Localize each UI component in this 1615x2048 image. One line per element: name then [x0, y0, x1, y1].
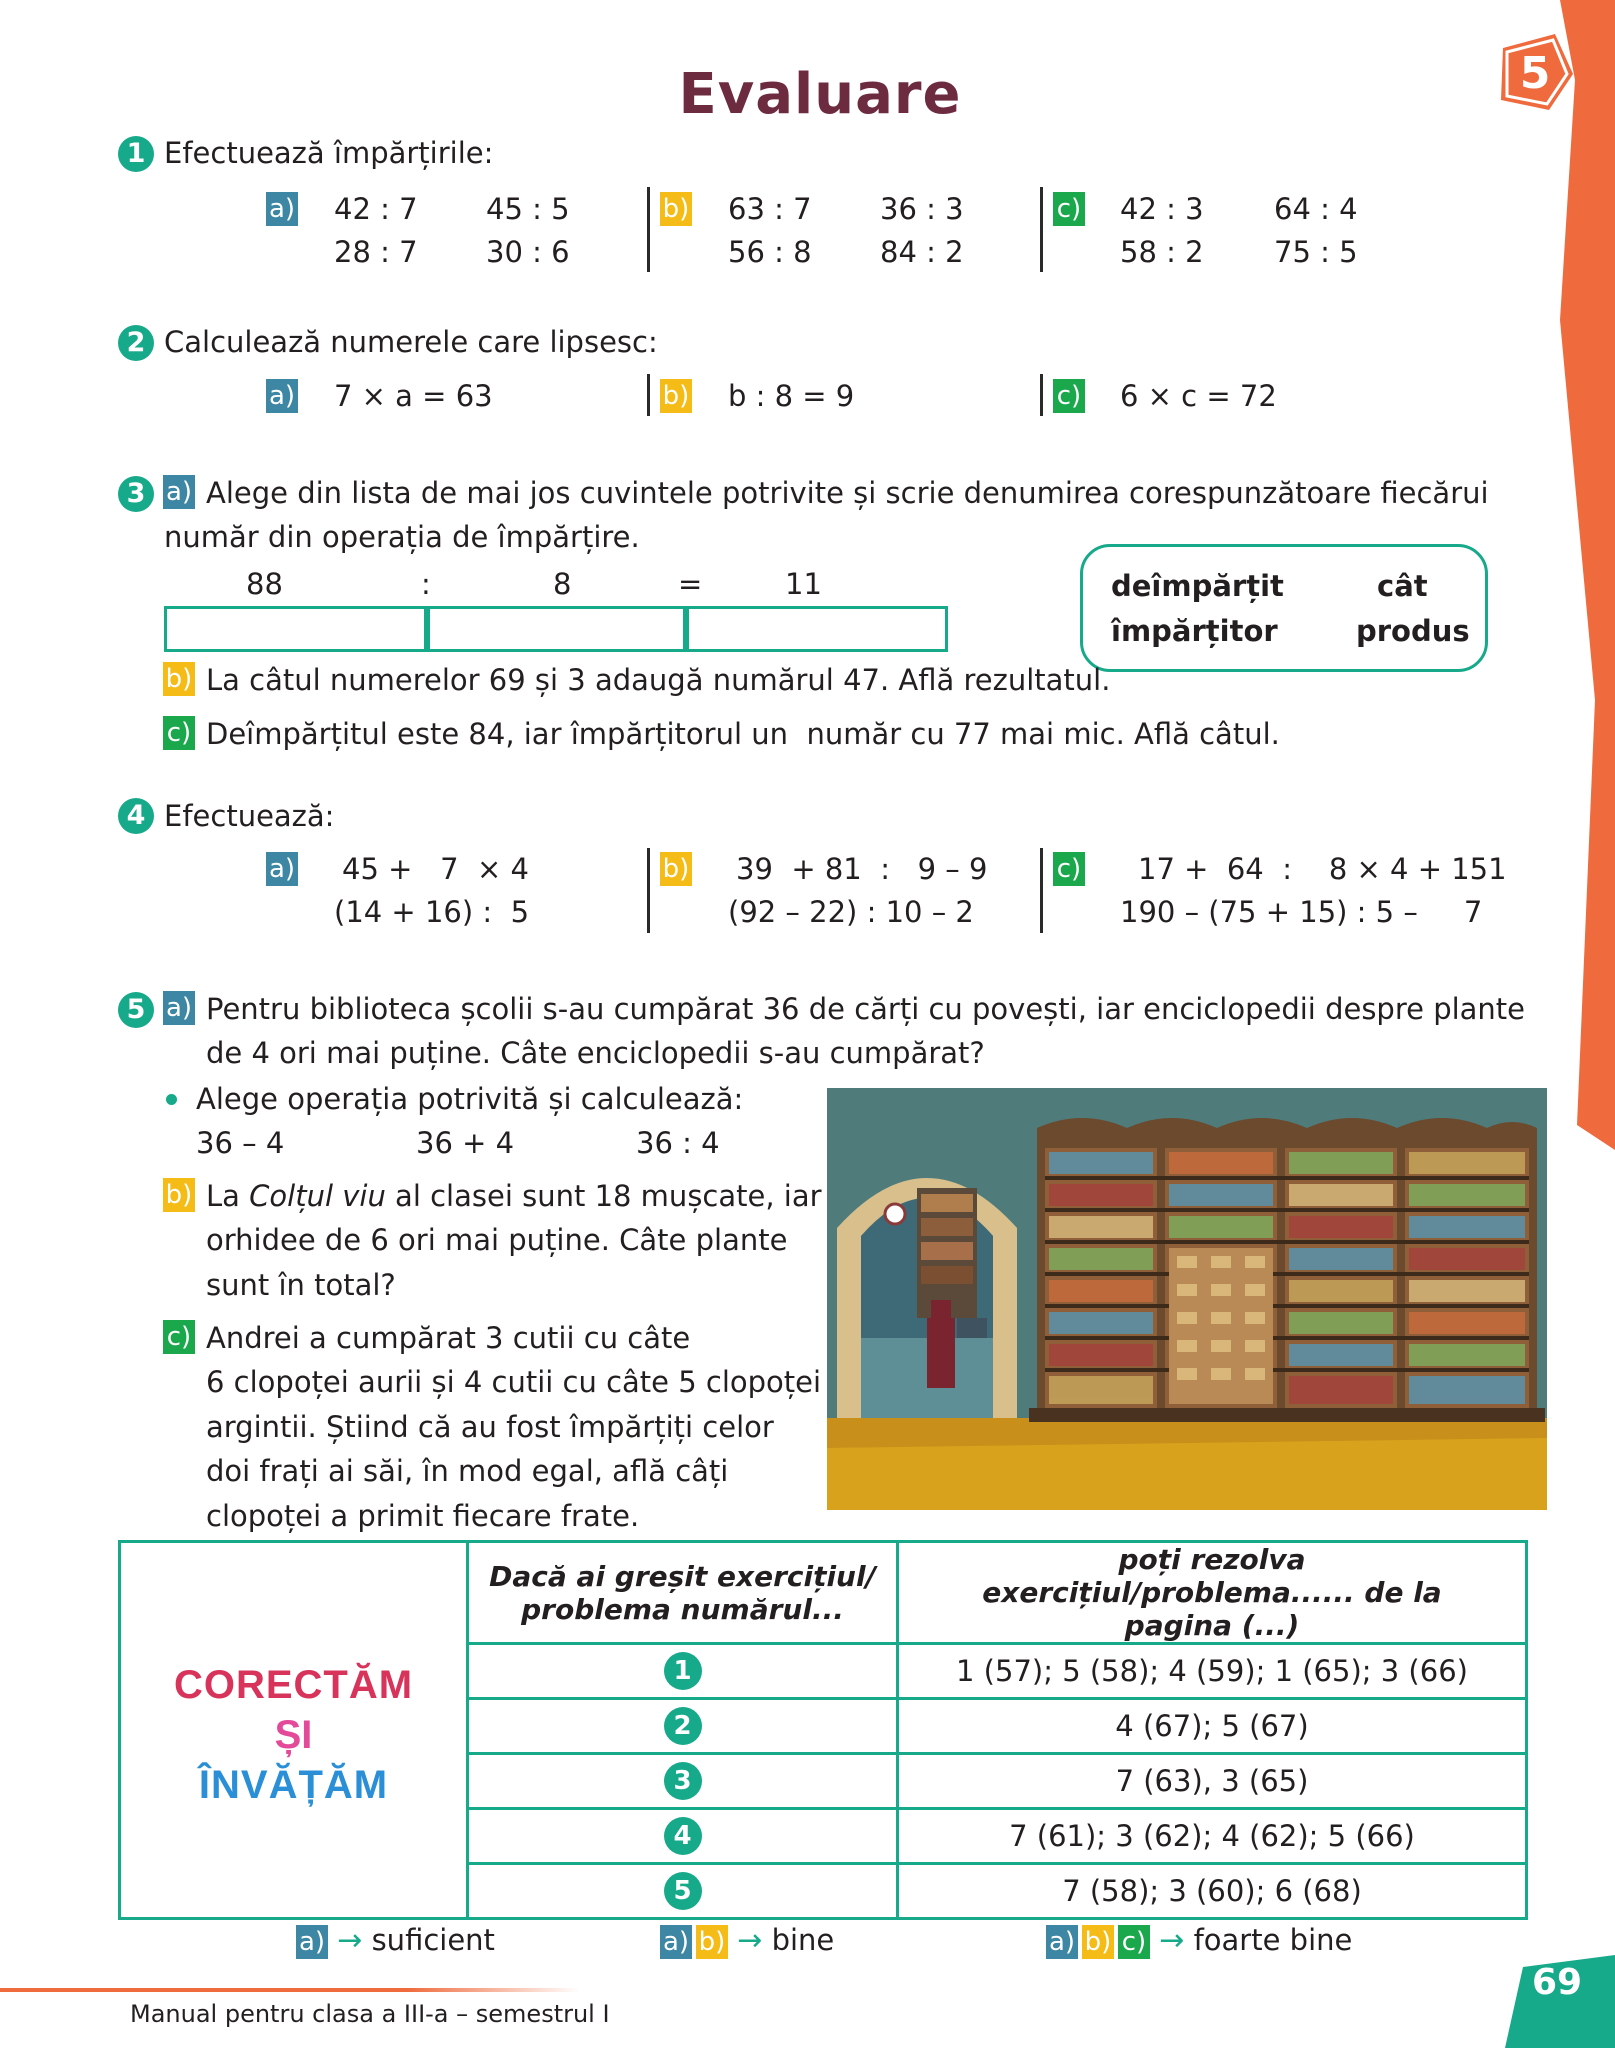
ex1-a-4: 30 : 6 [486, 235, 570, 269]
logo-line-3: ÎNVĂȚĂM [198, 1763, 389, 1807]
exercise-1-instruction: Efectuează împărțirile: [164, 136, 494, 170]
exercise-number-1: 1 [118, 136, 154, 172]
logo-line-1: CORECTĂM [173, 1663, 414, 1707]
ex3-b-text: La câtul numerelor 69 și 3 adaugă numărul 47. Află rezultatul. [206, 663, 1111, 697]
ex2-c: 6 × c = 72 [1120, 379, 1277, 413]
ex5-c-text-4: doi frați ai săi, în mod egal, află câți [206, 1454, 729, 1488]
exercise-number-2: 2 [118, 325, 154, 361]
row-pages: 7 (58); 3 (60); 6 (68) [898, 1864, 1527, 1919]
ex5-c-text-2: 6 clopoței aurii și 4 cutii cu câte 5 clopoței [206, 1365, 822, 1399]
ex1-c-3: 58 : 2 [1120, 235, 1204, 269]
bullet-dot [166, 1094, 177, 1105]
tag-c: c) [1118, 1925, 1150, 1959]
option-1: 36 – 4 [196, 1126, 285, 1160]
ex5-c-text-1: Andrei a cumpărat 3 cutii cu câte [206, 1321, 691, 1355]
legend-very-good [1046, 1923, 1352, 1959]
ex1-c-1: 42 : 3 [1120, 192, 1204, 226]
ex2-a: 7 × a = 63 [334, 379, 493, 413]
answer-box-2[interactable] [424, 606, 689, 652]
exercise-number-5: 5 [118, 992, 154, 1028]
ex1-c-4: 75 : 5 [1274, 235, 1358, 269]
divider [647, 187, 650, 272]
footer-text: Manual pentru clasa a III-a – semestrul I [130, 2000, 610, 2028]
logo-line-2: ȘI [274, 1713, 313, 1757]
row-pages: 1 (57); 5 (58); 4 (59); 1 (65); 3 (66) [898, 1644, 1527, 1699]
ex5-b-text-2: orhidee de 6 ori mai puține. Câte plante [206, 1223, 788, 1257]
operation-sign: : [421, 567, 431, 601]
divider [1040, 187, 1043, 272]
tag-c: c) [163, 716, 195, 750]
divider [1040, 848, 1043, 933]
tag-a: a) [660, 1925, 692, 1959]
legend-very-good-label: foarte bine [1193, 1923, 1353, 1957]
operation-quotient: 11 [785, 567, 822, 601]
review-table [118, 1540, 1528, 1920]
legend-good-label: bine [771, 1923, 835, 1957]
review-logo-cell [120, 1542, 468, 1919]
tag-a: a) [266, 852, 298, 886]
ex5-a-text-1: Pentru biblioteca școlii s-au cumpărat 36 de cărți cu povești, iar enciclopedii despre plante [206, 992, 1526, 1026]
tag-c: c) [163, 1320, 195, 1354]
side-decoration [1515, 0, 1615, 2048]
tag-b: b) [696, 1925, 728, 1959]
ex4-c-1: 17 + 64 : 8 × 4 + 151 [1138, 852, 1507, 886]
tag-b: b) [163, 1178, 195, 1212]
ex4-c-2: 190 – (75 + 15) : 5 – 7 [1120, 895, 1483, 929]
exercise-2-instruction: Calculează numerele care lipsesc: [164, 325, 658, 359]
corectam-logo [121, 1660, 466, 1810]
ex1-b-3: 56 : 8 [728, 235, 812, 269]
operation-equals: = [678, 567, 703, 601]
option-3: 36 : 4 [636, 1126, 720, 1160]
ex3-c-text: Deîmpărțitul este 84, iar împărțitorul un număr cu 77 mai mic. Află câtul. [206, 717, 1280, 751]
ex5-a-text-2: de 4 ori mai puține. Câte enciclopedii s-au cumpărat? [206, 1036, 985, 1070]
answer-box-3[interactable] [683, 606, 948, 652]
ex3-a-text-2: număr din operația de împărțire. [164, 520, 640, 554]
row-number: 2 [664, 1707, 702, 1745]
ex1-a-1: 42 : 7 [334, 192, 418, 226]
exercise-number-3: 3 [118, 476, 154, 512]
header-pages: poți rezolva exercițiul/problema...... de la pagina (...) [898, 1542, 1527, 1644]
exercise-number-4: 4 [118, 798, 154, 834]
row-pages: 4 (67); 5 (67) [898, 1699, 1527, 1754]
ex4-b-2: (92 – 22) : 10 – 2 [728, 895, 974, 929]
tag-a: a) [296, 1925, 328, 1959]
ex1-c-2: 64 : 4 [1274, 192, 1358, 226]
row-number: 1 [664, 1652, 702, 1690]
tag-c: c) [1053, 852, 1085, 886]
word-impartitor: împărțitor [1111, 614, 1278, 648]
unit-number: 5 [1519, 48, 1551, 99]
page-title: Evaluare [678, 62, 962, 127]
arrow-right-icon: → [737, 1923, 763, 1958]
library-illustration [827, 1088, 1547, 1510]
tag-b: b) [163, 662, 195, 696]
ex5-b-text-1 [206, 1179, 822, 1213]
row-number: 3 [664, 1762, 702, 1800]
ex4-a-2: (14 + 16) : 5 [334, 895, 530, 929]
operation-divisor: 8 [553, 567, 572, 601]
tag-a: a) [266, 379, 298, 413]
legend-sufficient [296, 1923, 495, 1959]
tag-b: b) [660, 379, 692, 413]
page-number: 69 [1531, 1962, 1583, 2003]
ex1-a-2: 45 : 5 [486, 192, 570, 226]
ex1-a-3: 28 : 7 [334, 235, 418, 269]
row-number: 5 [664, 1872, 702, 1910]
ex5-b-text-3: sunt în total? [206, 1268, 396, 1302]
tag-b: b) [1082, 1925, 1114, 1959]
tag-b: b) [660, 192, 692, 226]
tag-a: a) [163, 475, 195, 509]
row-number: 4 [664, 1817, 702, 1855]
ex1-b-1: 63 : 7 [728, 192, 812, 226]
ex5-c-text-3: argintii. Știind că au fost împărțiți celor [206, 1410, 774, 1444]
tag-c: c) [1053, 379, 1085, 413]
legend-sufficient-label: suficient [371, 1923, 495, 1957]
option-2: 36 + 4 [416, 1126, 515, 1160]
tag-a: a) [1046, 1925, 1078, 1959]
header-wrong-exercise: Dacă ai greșit exercițiul/ problema numărul... [468, 1542, 898, 1644]
row-pages: 7 (61); 3 (62); 4 (62); 5 (66) [898, 1809, 1527, 1864]
ex1-b-4: 84 : 2 [880, 235, 964, 269]
answer-box-1[interactable] [164, 606, 430, 652]
tag-a: a) [266, 192, 298, 226]
divider [647, 848, 650, 933]
footer-line [0, 1988, 580, 1992]
row-pages: 7 (63), 3 (65) [898, 1754, 1527, 1809]
ex5-b-post: al clasei sunt 18 mușcate, iar [385, 1179, 822, 1213]
ex1-b-2: 36 : 3 [880, 192, 964, 226]
operation-dividend: 88 [246, 567, 283, 601]
tag-a: a) [163, 991, 195, 1025]
ex5-bullet-text: Alege operația potrivită și calculează: [196, 1082, 744, 1116]
word-cat: cât [1377, 569, 1428, 603]
ex2-b: b : 8 = 9 [728, 379, 855, 413]
tag-c: c) [1053, 192, 1085, 226]
ex4-a-1: 45 + 7 × 4 [342, 852, 529, 886]
ex4-b-1: 39 + 81 : 9 – 9 [736, 852, 988, 886]
word-produs: produs [1356, 614, 1470, 648]
tag-b: b) [660, 852, 692, 886]
divider [647, 374, 650, 416]
exercise-4-instruction: Efectuează: [164, 799, 335, 833]
arrow-right-icon: → [1159, 1923, 1185, 1958]
legend-good [660, 1923, 834, 1959]
ex5-c-text-5: clopoței a primit fiecare frate. [206, 1499, 640, 1533]
word-deimpartit: deîmpărțit [1111, 569, 1284, 603]
divider [1040, 374, 1043, 416]
arrow-right-icon: → [337, 1923, 363, 1958]
ex5-b-pre: La [206, 1179, 250, 1213]
ex3-a-text-1: Alege din lista de mai jos cuvintele potrivite și scrie denumirea corespunzătoare fiecărui [206, 476, 1489, 510]
word-list-box [1080, 544, 1488, 672]
ex5-b-italic: Colțul viu [249, 1179, 386, 1213]
